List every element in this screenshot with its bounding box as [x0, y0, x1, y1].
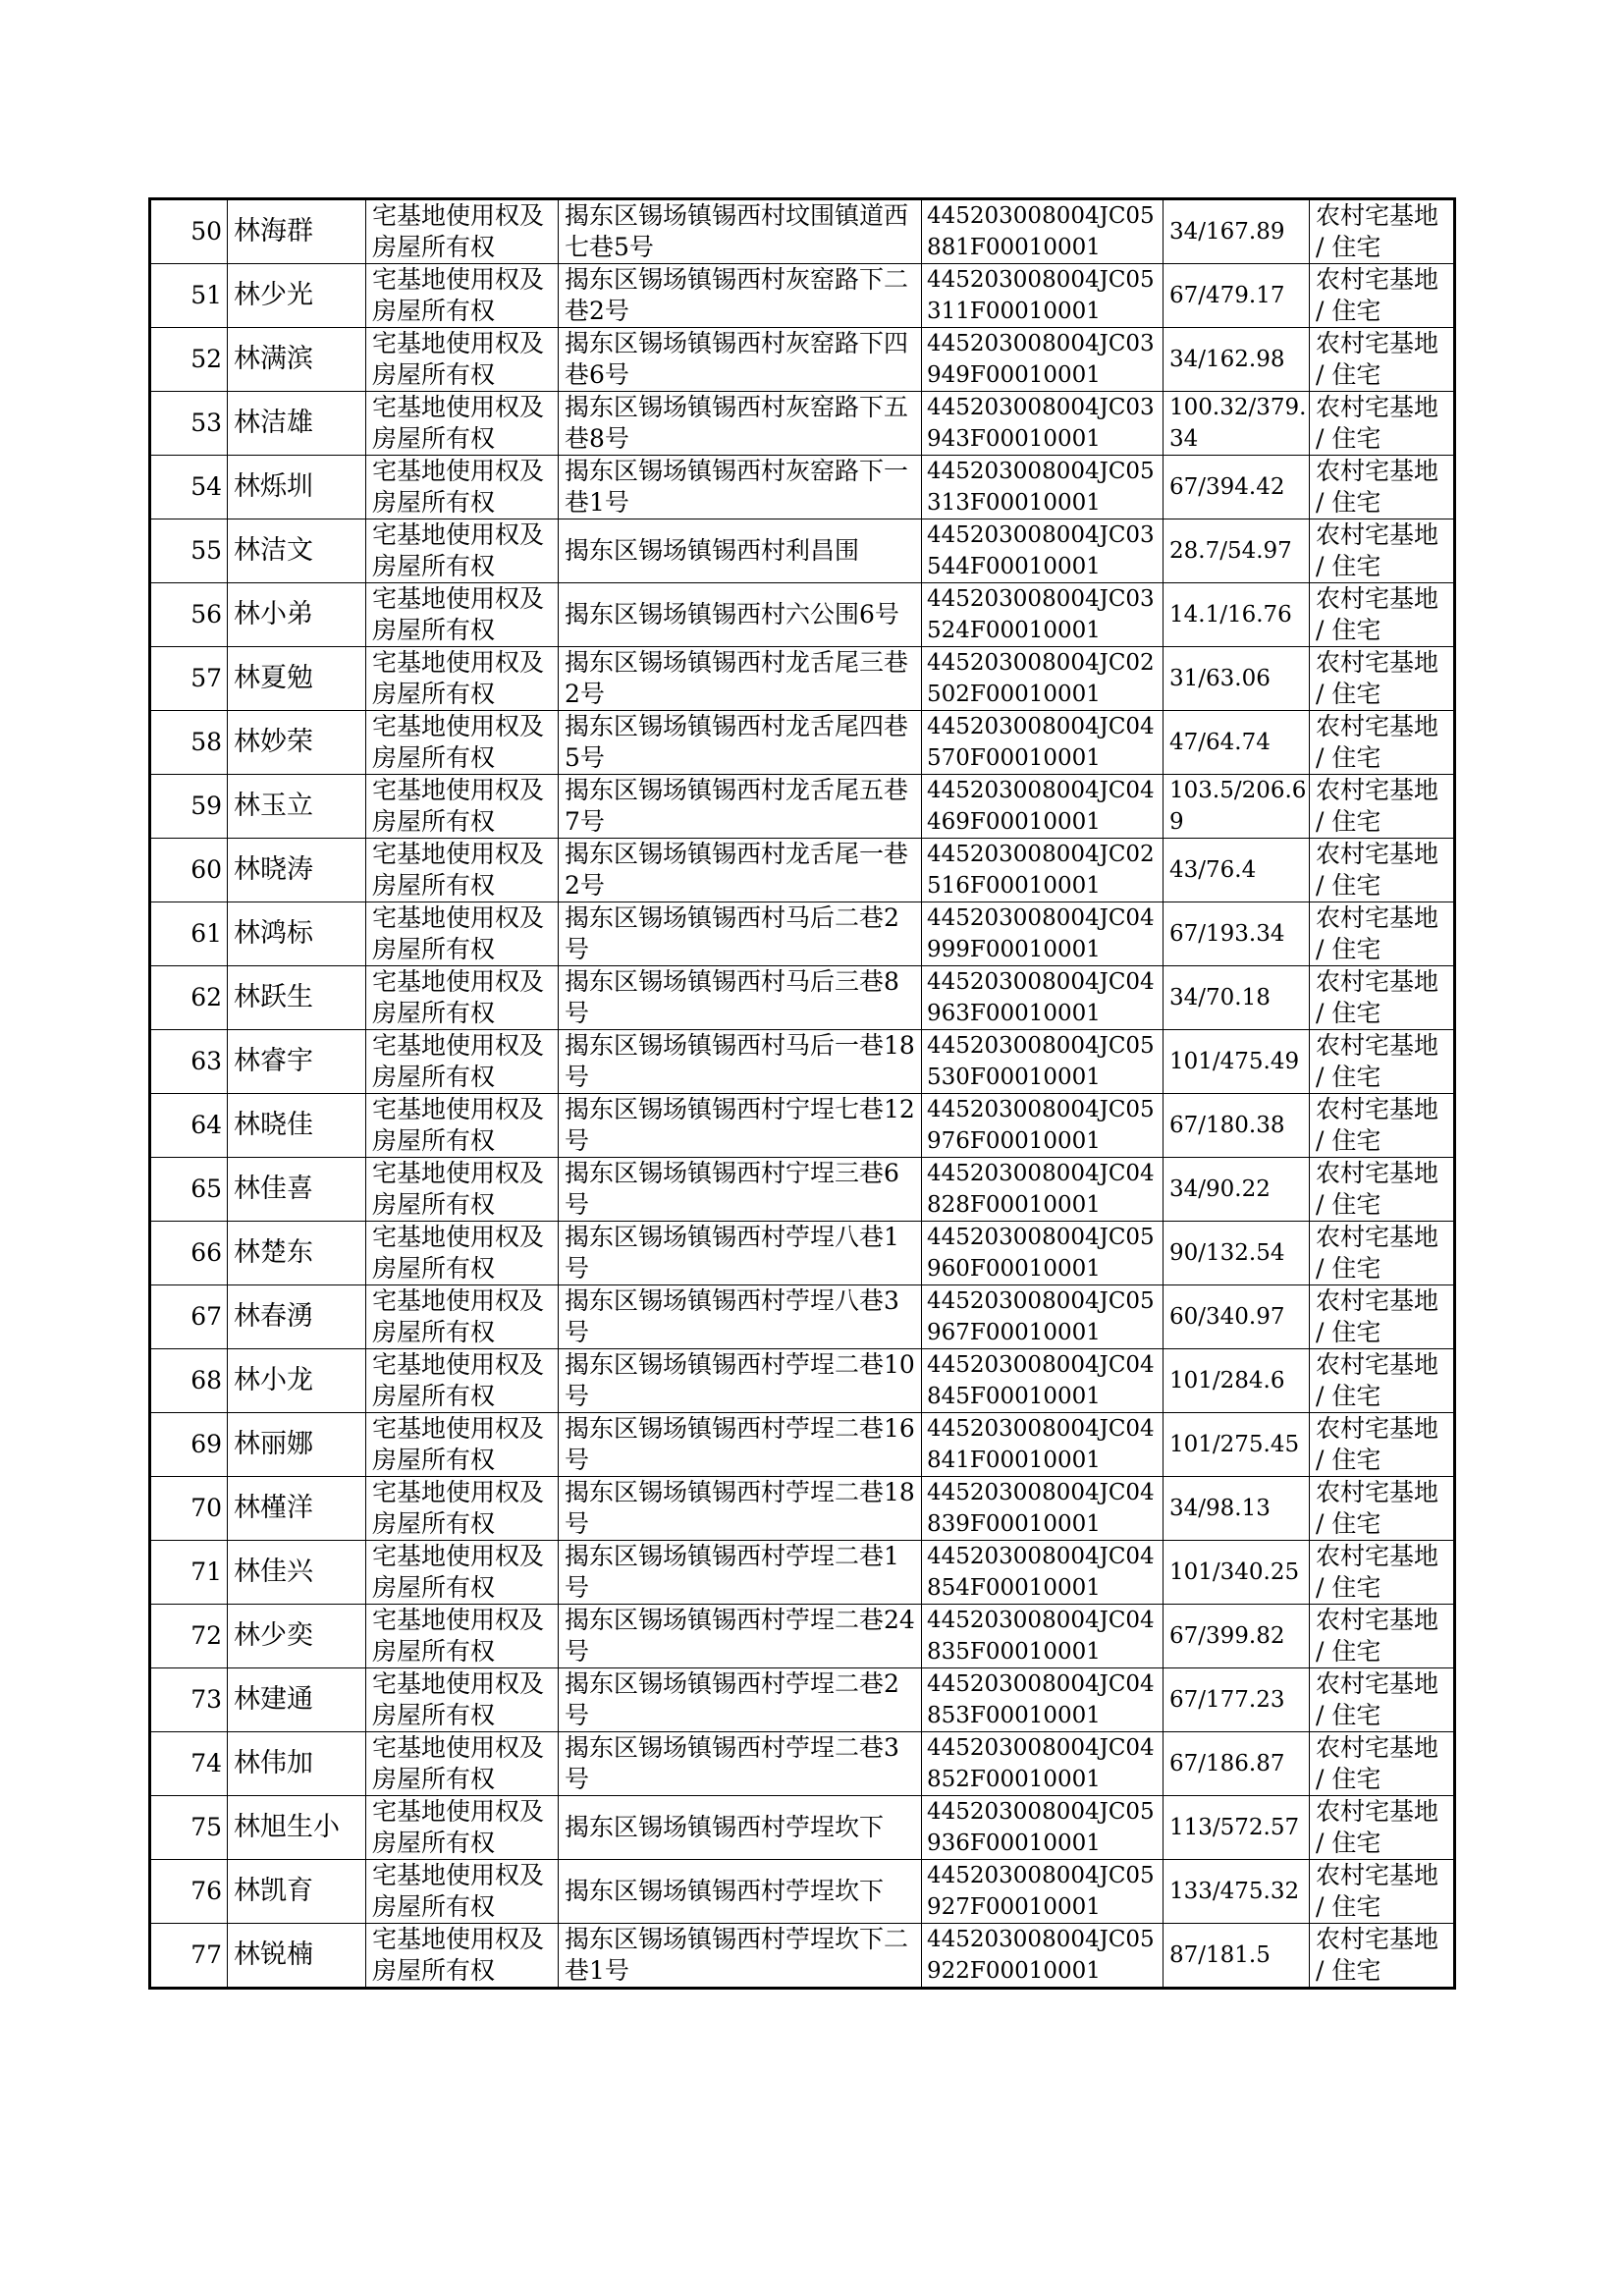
unit-code-cell: 445203008004JC05313F00010001 — [922, 456, 1164, 519]
table-row — [150, 1413, 1455, 1477]
address-cell: 揭东区锡场镇锡西村龙舌尾五巷7号 — [559, 775, 922, 839]
table-row — [150, 1158, 1455, 1222]
area-cell: 60/340.97 — [1164, 1285, 1310, 1349]
right-type-cell: 宅基地使用权及房屋所有权 — [366, 583, 559, 647]
owner-name-cell: 林烁圳 — [228, 456, 366, 519]
table-row — [150, 775, 1455, 839]
area-cell: 90/132.54 — [1164, 1222, 1310, 1285]
right-type-cell: 宅基地使用权及房屋所有权 — [366, 1668, 559, 1732]
right-type-cell: 宅基地使用权及房屋所有权 — [366, 1222, 559, 1285]
land-use-cell: 农村宅基地 / 住宅 — [1310, 1030, 1455, 1094]
unit-code-cell: 445203008004JC04841F00010001 — [922, 1413, 1164, 1477]
area-cell: 103.5/206.69 — [1164, 775, 1310, 839]
table-row — [150, 519, 1455, 583]
table-body — [150, 199, 1455, 1989]
address-cell: 揭东区锡场镇锡西村龙舌尾三巷2号 — [559, 647, 922, 711]
area-cell: 101/340.25 — [1164, 1541, 1310, 1605]
address-cell: 揭东区锡场镇锡西村苧埕八巷1号 — [559, 1222, 922, 1285]
address-cell: 揭东区锡场镇锡西村苧埕二巷18号 — [559, 1477, 922, 1541]
area-cell: 47/64.74 — [1164, 711, 1310, 775]
table-row — [150, 199, 1455, 264]
area-cell: 100.32/379.34 — [1164, 392, 1310, 456]
row-number-cell: 67 — [150, 1285, 228, 1349]
table-row — [150, 1094, 1455, 1158]
land-use-cell: 农村宅基地 / 住宅 — [1310, 1094, 1455, 1158]
table-row — [150, 1605, 1455, 1668]
address-cell: 揭东区锡场镇锡西村苧埕二巷24号 — [559, 1605, 922, 1668]
owner-name-cell: 林晓佳 — [228, 1094, 366, 1158]
area-cell: 34/162.98 — [1164, 328, 1310, 392]
unit-code-cell: 445203008004JC02502F00010001 — [922, 647, 1164, 711]
address-cell: 揭东区锡场镇锡西村苧埕坎下 — [559, 1860, 922, 1924]
land-use-cell: 农村宅基地 / 住宅 — [1310, 1285, 1455, 1349]
row-number-cell: 61 — [150, 902, 228, 966]
owner-name-cell: 林建通 — [228, 1668, 366, 1732]
address-cell: 揭东区锡场镇锡西村马后二巷2号 — [559, 902, 922, 966]
owner-name-cell: 林春湧 — [228, 1285, 366, 1349]
area-cell: 67/193.34 — [1164, 902, 1310, 966]
land-use-cell: 农村宅基地 / 住宅 — [1310, 264, 1455, 328]
right-type-cell: 宅基地使用权及房屋所有权 — [366, 1349, 559, 1413]
unit-code-cell: 445203008004JC03943F00010001 — [922, 392, 1164, 456]
land-use-cell: 农村宅基地 / 住宅 — [1310, 519, 1455, 583]
row-number-cell: 63 — [150, 1030, 228, 1094]
owner-name-cell: 林晓涛 — [228, 839, 366, 902]
unit-code-cell: 445203008004JC04828F00010001 — [922, 1158, 1164, 1222]
row-number-cell: 68 — [150, 1349, 228, 1413]
unit-code-cell: 445203008004JC05976F00010001 — [922, 1094, 1164, 1158]
owner-name-cell: 林海群 — [228, 199, 366, 264]
land-use-cell: 农村宅基地 / 住宅 — [1310, 1732, 1455, 1796]
table-row — [150, 711, 1455, 775]
land-use-cell: 农村宅基地 / 住宅 — [1310, 1222, 1455, 1285]
right-type-cell: 宅基地使用权及房屋所有权 — [366, 902, 559, 966]
area-cell: 67/180.38 — [1164, 1094, 1310, 1158]
address-cell: 揭东区锡场镇锡西村坟围镇道西七巷5号 — [559, 199, 922, 264]
row-number-cell: 75 — [150, 1796, 228, 1860]
owner-name-cell: 林满滨 — [228, 328, 366, 392]
owner-name-cell: 林少奕 — [228, 1605, 366, 1668]
row-number-cell: 69 — [150, 1413, 228, 1477]
right-type-cell: 宅基地使用权及房屋所有权 — [366, 1158, 559, 1222]
area-cell: 87/181.5 — [1164, 1924, 1310, 1989]
owner-name-cell: 林佳喜 — [228, 1158, 366, 1222]
table-row — [150, 1796, 1455, 1860]
row-number-cell: 54 — [150, 456, 228, 519]
address-cell: 揭东区锡场镇锡西村苧埕坎下 — [559, 1796, 922, 1860]
unit-code-cell: 445203008004JC04845F00010001 — [922, 1349, 1164, 1413]
area-cell: 28.7/54.97 — [1164, 519, 1310, 583]
address-cell: 揭东区锡场镇锡西村龙舌尾四巷5号 — [559, 711, 922, 775]
property-rights-table — [148, 197, 1456, 1990]
owner-name-cell: 林夏勉 — [228, 647, 366, 711]
area-cell: 67/394.42 — [1164, 456, 1310, 519]
unit-code-cell: 445203008004JC04835F00010001 — [922, 1605, 1164, 1668]
land-use-cell: 农村宅基地 / 住宅 — [1310, 839, 1455, 902]
right-type-cell: 宅基地使用权及房屋所有权 — [366, 1030, 559, 1094]
unit-code-cell: 445203008004JC02516F00010001 — [922, 839, 1164, 902]
unit-code-cell: 445203008004JC04469F00010001 — [922, 775, 1164, 839]
row-number-cell: 58 — [150, 711, 228, 775]
unit-code-cell: 445203008004JC05960F00010001 — [922, 1222, 1164, 1285]
owner-name-cell: 林槿洋 — [228, 1477, 366, 1541]
right-type-cell: 宅基地使用权及房屋所有权 — [366, 647, 559, 711]
unit-code-cell: 445203008004JC03949F00010001 — [922, 328, 1164, 392]
right-type-cell: 宅基地使用权及房屋所有权 — [366, 839, 559, 902]
land-use-cell: 农村宅基地 / 住宅 — [1310, 328, 1455, 392]
land-use-cell: 农村宅基地 / 住宅 — [1310, 1413, 1455, 1477]
table-row — [150, 1924, 1455, 1989]
address-cell: 揭东区锡场镇锡西村利昌围 — [559, 519, 922, 583]
row-number-cell: 66 — [150, 1222, 228, 1285]
table-row — [150, 328, 1455, 392]
address-cell: 揭东区锡场镇锡西村六公围6号 — [559, 583, 922, 647]
row-number-cell: 76 — [150, 1860, 228, 1924]
unit-code-cell: 445203008004JC04853F00010001 — [922, 1668, 1164, 1732]
row-number-cell: 73 — [150, 1668, 228, 1732]
row-number-cell: 53 — [150, 392, 228, 456]
owner-name-cell: 林妙荣 — [228, 711, 366, 775]
table-row — [150, 1668, 1455, 1732]
address-cell: 揭东区锡场镇锡西村苧埕二巷1号 — [559, 1541, 922, 1605]
unit-code-cell: 445203008004JC05311F00010001 — [922, 264, 1164, 328]
address-cell: 揭东区锡场镇锡西村龙舌尾一巷2号 — [559, 839, 922, 902]
right-type-cell: 宅基地使用权及房屋所有权 — [366, 519, 559, 583]
unit-code-cell: 445203008004JC05967F00010001 — [922, 1285, 1164, 1349]
unit-code-cell: 445203008004JC04963F00010001 — [922, 966, 1164, 1030]
area-cell: 101/275.45 — [1164, 1413, 1310, 1477]
table-row — [150, 966, 1455, 1030]
right-type-cell: 宅基地使用权及房屋所有权 — [366, 1605, 559, 1668]
address-cell: 揭东区锡场镇锡西村宁埕三巷6号 — [559, 1158, 922, 1222]
row-number-cell: 57 — [150, 647, 228, 711]
table-row — [150, 1541, 1455, 1605]
land-use-cell: 农村宅基地 / 住宅 — [1310, 775, 1455, 839]
table-row — [150, 583, 1455, 647]
owner-name-cell: 林丽娜 — [228, 1413, 366, 1477]
owner-name-cell: 林跃生 — [228, 966, 366, 1030]
owner-name-cell: 林小龙 — [228, 1349, 366, 1413]
area-cell: 67/177.23 — [1164, 1668, 1310, 1732]
address-cell: 揭东区锡场镇锡西村苧埕八巷3号 — [559, 1285, 922, 1349]
table-row — [150, 456, 1455, 519]
land-use-cell: 农村宅基地 / 住宅 — [1310, 583, 1455, 647]
row-number-cell: 51 — [150, 264, 228, 328]
area-cell: 31/63.06 — [1164, 647, 1310, 711]
unit-code-cell: 445203008004JC03544F00010001 — [922, 519, 1164, 583]
row-number-cell: 77 — [150, 1924, 228, 1989]
unit-code-cell: 445203008004JC05927F00010001 — [922, 1860, 1164, 1924]
table-row — [150, 392, 1455, 456]
right-type-cell: 宅基地使用权及房屋所有权 — [366, 966, 559, 1030]
unit-code-cell: 445203008004JC05936F00010001 — [922, 1796, 1164, 1860]
table-row — [150, 1860, 1455, 1924]
land-use-cell: 农村宅基地 / 住宅 — [1310, 1605, 1455, 1668]
row-number-cell: 60 — [150, 839, 228, 902]
owner-name-cell: 林凯育 — [228, 1860, 366, 1924]
unit-code-cell: 445203008004JC04999F00010001 — [922, 902, 1164, 966]
row-number-cell: 64 — [150, 1094, 228, 1158]
right-type-cell: 宅基地使用权及房屋所有权 — [366, 1796, 559, 1860]
address-cell: 揭东区锡场镇锡西村灰窑路下五巷8号 — [559, 392, 922, 456]
land-use-cell: 农村宅基地 / 住宅 — [1310, 456, 1455, 519]
land-use-cell: 农村宅基地 / 住宅 — [1310, 1349, 1455, 1413]
unit-code-cell: 445203008004JC05881F00010001 — [922, 199, 1164, 264]
owner-name-cell: 林佳兴 — [228, 1541, 366, 1605]
right-type-cell: 宅基地使用权及房屋所有权 — [366, 1094, 559, 1158]
land-use-cell: 农村宅基地 / 住宅 — [1310, 1860, 1455, 1924]
right-type-cell: 宅基地使用权及房屋所有权 — [366, 199, 559, 264]
unit-code-cell: 445203008004JC04852F00010001 — [922, 1732, 1164, 1796]
land-use-cell: 农村宅基地 / 住宅 — [1310, 647, 1455, 711]
area-cell: 101/475.49 — [1164, 1030, 1310, 1094]
unit-code-cell: 445203008004JC04839F00010001 — [922, 1477, 1164, 1541]
table-row — [150, 1285, 1455, 1349]
row-number-cell: 62 — [150, 966, 228, 1030]
land-use-cell: 农村宅基地 / 住宅 — [1310, 1158, 1455, 1222]
right-type-cell: 宅基地使用权及房屋所有权 — [366, 775, 559, 839]
address-cell: 揭东区锡场镇锡西村宁埕七巷12号 — [559, 1094, 922, 1158]
right-type-cell: 宅基地使用权及房屋所有权 — [366, 456, 559, 519]
land-use-cell: 农村宅基地 / 住宅 — [1310, 966, 1455, 1030]
address-cell: 揭东区锡场镇锡西村苧埕二巷16号 — [559, 1413, 922, 1477]
area-cell: 67/186.87 — [1164, 1732, 1310, 1796]
area-cell: 133/475.32 — [1164, 1860, 1310, 1924]
address-cell: 揭东区锡场镇锡西村马后一巷18号 — [559, 1030, 922, 1094]
right-type-cell: 宅基地使用权及房屋所有权 — [366, 1477, 559, 1541]
land-use-cell: 农村宅基地 / 住宅 — [1310, 902, 1455, 966]
unit-code-cell: 445203008004JC04570F00010001 — [922, 711, 1164, 775]
owner-name-cell: 林小弟 — [228, 583, 366, 647]
address-cell: 揭东区锡场镇锡西村苧埕坎下二巷1号 — [559, 1924, 922, 1989]
owner-name-cell: 林少光 — [228, 264, 366, 328]
land-use-cell: 农村宅基地 / 住宅 — [1310, 1541, 1455, 1605]
owner-name-cell: 林伟加 — [228, 1732, 366, 1796]
right-type-cell: 宅基地使用权及房屋所有权 — [366, 1285, 559, 1349]
land-use-cell: 农村宅基地 / 住宅 — [1310, 1924, 1455, 1989]
owner-name-cell: 林洁文 — [228, 519, 366, 583]
right-type-cell: 宅基地使用权及房屋所有权 — [366, 264, 559, 328]
address-cell: 揭东区锡场镇锡西村马后三巷8号 — [559, 966, 922, 1030]
right-type-cell: 宅基地使用权及房屋所有权 — [366, 1924, 559, 1989]
row-number-cell: 52 — [150, 328, 228, 392]
address-cell: 揭东区锡场镇锡西村灰窑路下二巷2号 — [559, 264, 922, 328]
land-use-cell: 农村宅基地 / 住宅 — [1310, 392, 1455, 456]
land-use-cell: 农村宅基地 / 住宅 — [1310, 1477, 1455, 1541]
right-type-cell: 宅基地使用权及房屋所有权 — [366, 1860, 559, 1924]
land-use-cell: 农村宅基地 / 住宅 — [1310, 711, 1455, 775]
row-number-cell: 50 — [150, 199, 228, 264]
unit-code-cell: 445203008004JC03524F00010001 — [922, 583, 1164, 647]
table-row — [150, 1349, 1455, 1413]
area-cell: 67/399.82 — [1164, 1605, 1310, 1668]
right-type-cell: 宅基地使用权及房屋所有权 — [366, 1732, 559, 1796]
table-row — [150, 839, 1455, 902]
table-row — [150, 1222, 1455, 1285]
table-row — [150, 264, 1455, 328]
row-number-cell: 72 — [150, 1605, 228, 1668]
area-cell: 34/90.22 — [1164, 1158, 1310, 1222]
address-cell: 揭东区锡场镇锡西村苧埕二巷3号 — [559, 1732, 922, 1796]
owner-name-cell: 林玉立 — [228, 775, 366, 839]
area-cell: 113/572.57 — [1164, 1796, 1310, 1860]
area-cell: 43/76.4 — [1164, 839, 1310, 902]
land-use-cell: 农村宅基地 / 住宅 — [1310, 1668, 1455, 1732]
row-number-cell: 74 — [150, 1732, 228, 1796]
row-number-cell: 55 — [150, 519, 228, 583]
unit-code-cell: 445203008004JC04854F00010001 — [922, 1541, 1164, 1605]
land-use-cell: 农村宅基地 / 住宅 — [1310, 1796, 1455, 1860]
table-row — [150, 1030, 1455, 1094]
address-cell: 揭东区锡场镇锡西村苧埕二巷2号 — [559, 1668, 922, 1732]
row-number-cell: 71 — [150, 1541, 228, 1605]
land-use-cell: 农村宅基地 / 住宅 — [1310, 199, 1455, 264]
address-cell: 揭东区锡场镇锡西村灰窑路下四巷6号 — [559, 328, 922, 392]
table-row — [150, 902, 1455, 966]
right-type-cell: 宅基地使用权及房屋所有权 — [366, 711, 559, 775]
row-number-cell: 56 — [150, 583, 228, 647]
row-number-cell: 59 — [150, 775, 228, 839]
area-cell: 67/479.17 — [1164, 264, 1310, 328]
row-number-cell: 70 — [150, 1477, 228, 1541]
owner-name-cell: 林旭生小 — [228, 1796, 366, 1860]
area-cell: 14.1/16.76 — [1164, 583, 1310, 647]
unit-code-cell: 445203008004JC05530F00010001 — [922, 1030, 1164, 1094]
area-cell: 101/284.6 — [1164, 1349, 1310, 1413]
right-type-cell: 宅基地使用权及房屋所有权 — [366, 392, 559, 456]
table-row — [150, 1732, 1455, 1796]
table-row — [150, 647, 1455, 711]
area-cell: 34/167.89 — [1164, 199, 1310, 264]
area-cell: 34/98.13 — [1164, 1477, 1310, 1541]
area-cell: 34/70.18 — [1164, 966, 1310, 1030]
table-row — [150, 1477, 1455, 1541]
owner-name-cell: 林楚东 — [228, 1222, 366, 1285]
address-cell: 揭东区锡场镇锡西村苧埕二巷10号 — [559, 1349, 922, 1413]
row-number-cell: 65 — [150, 1158, 228, 1222]
owner-name-cell: 林洁雄 — [228, 392, 366, 456]
owner-name-cell: 林鸿标 — [228, 902, 366, 966]
right-type-cell: 宅基地使用权及房屋所有权 — [366, 1541, 559, 1605]
right-type-cell: 宅基地使用权及房屋所有权 — [366, 328, 559, 392]
right-type-cell: 宅基地使用权及房屋所有权 — [366, 1413, 559, 1477]
address-cell: 揭东区锡场镇锡西村灰窑路下一巷1号 — [559, 456, 922, 519]
owner-name-cell: 林锐楠 — [228, 1924, 366, 1989]
owner-name-cell: 林睿宇 — [228, 1030, 366, 1094]
unit-code-cell: 445203008004JC05922F00010001 — [922, 1924, 1164, 1989]
